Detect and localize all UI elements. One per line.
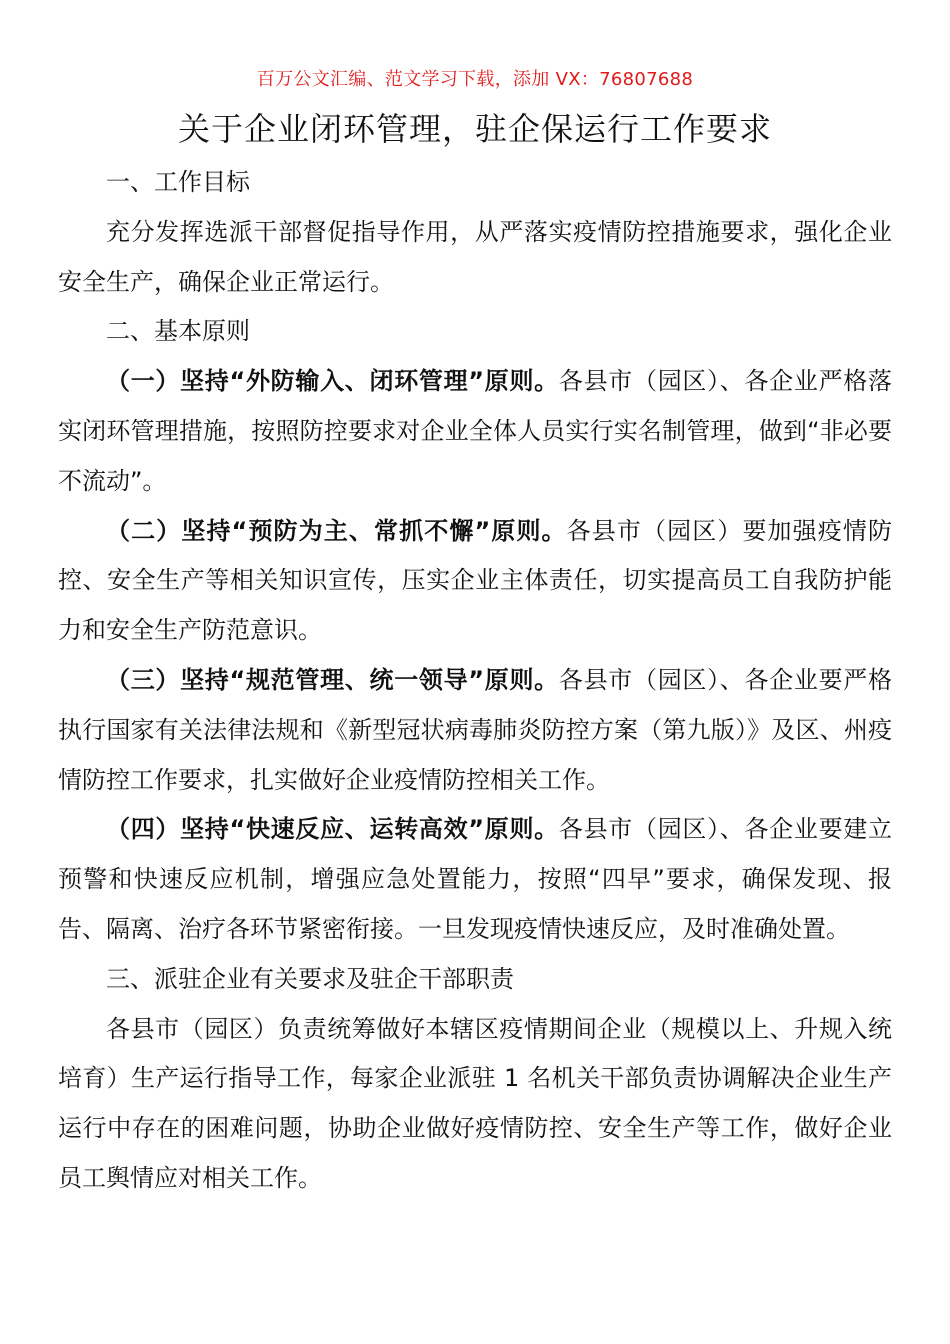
paragraph-goals: 充分发挥选派干部督促指导作用，从严落实疫情防控措施要求，强化企业安全生产，确保企业正常运行。 (58, 217, 892, 296)
section-heading-principles: 二、基本原则 (106, 317, 250, 346)
principle-paragraph-1 (58, 357, 892, 506)
principle-lead-2: （二）坚持“预防为主、常抓不懈”原则。 (106, 516, 567, 545)
principle-lead-4: （四）坚持“快速反应、运转高效”原则。 (106, 815, 559, 844)
principle-lead-1: （一）坚持“外防输入、闭环管理”原则。 (106, 367, 559, 396)
principle-paragraph-2 (58, 507, 892, 656)
principle-text-1: 各县市（园区）、各企业严格落实闭环管理措施，按照防控要求对企业全体人员实行实名制管理，做到“非必要不流动”。 (58, 367, 893, 495)
principle-paragraph-3 (58, 656, 892, 805)
paragraph-duties: 各县市（园区）负责统筹做好本辖区疫情期间企业（规模以上、升规入统培育）生产运行指导工作，每家企业派驻 1 名机关干部负责协调解决企业生产运行中存在的困难问题，协助企业做好疫情防控、安全生产等工作，做好企业员工舆情应对相关工作。 (58, 1014, 892, 1192)
principle-text-4: 各县市（园区）、各企业要建立预警和快速反应机制，增强应急处置能力，按照“四早”要求，确保发现、报告、隔离、治疗各环节紧密衔接。一旦发现疫情快速反应，及时准确处置。 (58, 815, 893, 943)
section-heading-goals: 一、工作目标 (106, 168, 250, 196)
principle-lead-3: （三）坚持“规范管理、统一领导”原则。 (106, 665, 559, 694)
document-body (58, 158, 892, 1204)
principle-paragraph-4 (58, 805, 892, 954)
watermark-banner: 百万公文汇编、范文学习下载，添加 VX：76807688 (256, 69, 694, 90)
section-heading-duties: 三、派驻企业有关要求及驻企干部职责 (106, 964, 514, 993)
principle-text-3: 各县市（园区）、各企业要严格执行国家有关法律法规和《新型冠状病毒肺炎防控方案（第九版）》及区、州疫情防控工作要求，扎实做好企业疫情防控相关工作。 (58, 665, 893, 794)
principle-text-2: 各县市（园区）要加强疫情防控、安全生产等相关知识宣传，压实企业主体责任，切实提高员工自我防护能力和安全生产防范意识。 (58, 516, 893, 645)
document-title: 关于企业闭环管理，驻企保运行工作要求 (177, 110, 772, 148)
